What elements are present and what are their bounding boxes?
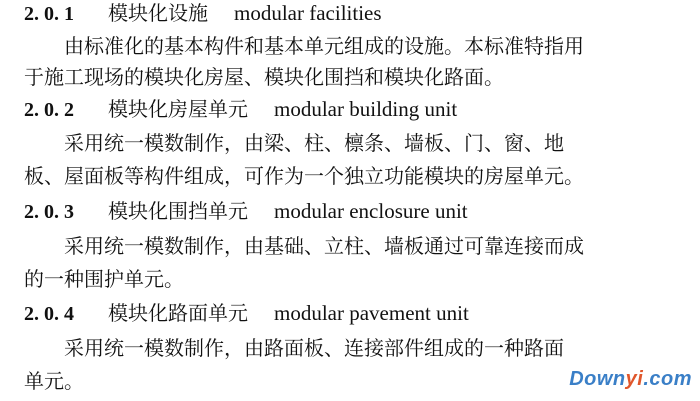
- site-watermark-logo: [569, 368, 692, 391]
- term-heading-2-0-4: [24, 298, 469, 328]
- term-name-chinese: 模块化房屋单元: [108, 97, 248, 121]
- term-heading-2-0-1: [24, 0, 382, 28]
- term-number: 2. 0. 4: [24, 303, 74, 325]
- term-number: 2. 0. 2: [24, 99, 74, 121]
- term-number: 2. 0. 1: [24, 3, 74, 25]
- term-definition-line: 采用统一模数制作，由基础、立柱、墙板通过可靠连接而成: [64, 234, 584, 258]
- term-definition-line: 于施工现场的模块化房屋、模块化围挡和模块化路面。: [24, 65, 504, 89]
- term-definition-line: 由标准化的基本构件和基本单元组成的设施。本标准特指用: [64, 34, 584, 58]
- term-number: 2. 0. 3: [24, 201, 74, 223]
- term-name-chinese: 模块化路面单元: [108, 301, 248, 325]
- term-definition-line: 采用统一模数制作，由梁、柱、檩条、墙板、门、窗、地: [64, 131, 564, 155]
- term-name-chinese: 模块化设施: [108, 1, 208, 25]
- watermark-part: yi: [625, 368, 644, 390]
- term-name-english: modular facilities: [234, 1, 382, 25]
- term-definition-line: 采用统一模数制作，由路面板、连接部件组成的一种路面: [64, 336, 564, 360]
- term-name-english: modular building unit: [274, 97, 458, 121]
- term-definition-line: 板、屋面板等构件组成，可作为一个独立功能模块的房屋单元。: [24, 164, 584, 188]
- term-name-english: modular pavement unit: [274, 301, 469, 325]
- term-heading-2-0-2: [24, 94, 457, 124]
- term-heading-2-0-3: [24, 196, 468, 226]
- watermark-part: Down: [569, 368, 626, 390]
- term-definition-line: 单元。: [24, 369, 84, 393]
- term-name-english: modular enclosure unit: [274, 199, 468, 223]
- term-name-chinese: 模块化围挡单元: [108, 199, 248, 223]
- watermark-part: .com: [643, 368, 692, 390]
- term-definition-line: 的一种围护单元。: [24, 267, 184, 291]
